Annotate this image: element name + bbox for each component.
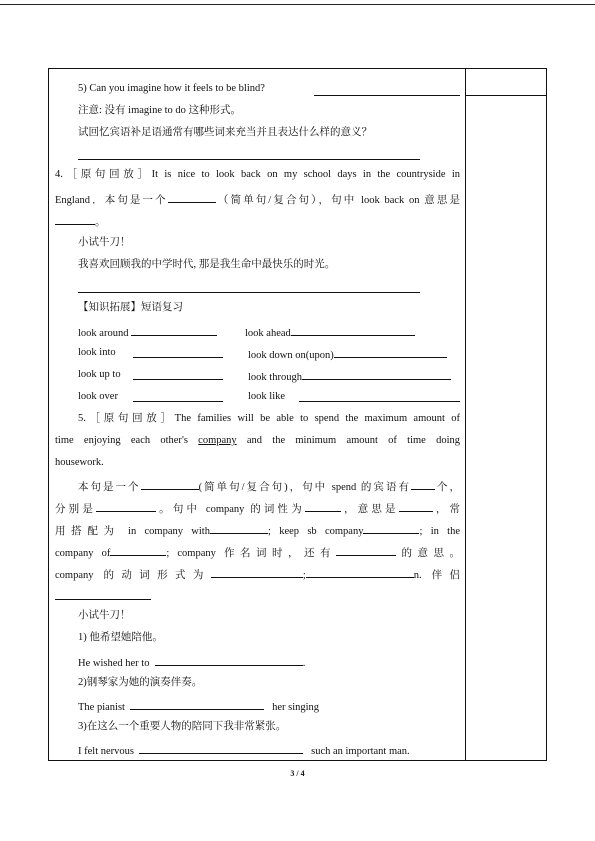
- item-4-line-3: 。: [55, 213, 106, 230]
- page-number: 3 / 4: [290, 769, 305, 778]
- item-5-line-3: housework.: [55, 457, 104, 468]
- practice-title-1: 小试牛刀！: [78, 237, 131, 248]
- analysis-line-1: 本句是一个 (简单句/复合句)，句中 spend 的宾语有 个，: [78, 478, 460, 495]
- phrase-look-into: look into: [78, 347, 116, 358]
- phrase-look-ahead: look ahead: [245, 324, 415, 341]
- analysis-line-5: company 的动词形式为 ; n. 伴侣: [55, 566, 460, 583]
- answer-line-look-up-to: [133, 379, 223, 380]
- answer-line-companion: [55, 599, 151, 600]
- recall-question: 试回忆宾语补足语通常有哪些词来充当并且表达什么样的意义？: [78, 127, 372, 138]
- translate-sentence-1: 我喜欢回顾我的中学时代, 那是我生命中最快乐的时光。: [78, 259, 336, 270]
- answer-line-translate-1: [78, 292, 420, 293]
- phrase-look-up-to: look up to: [78, 369, 121, 380]
- item-5-line-1: 5.［原句回放］The families will be able to spend the maximum amount of: [78, 413, 460, 424]
- item-4-line-1: 4.［原句回放］It is nice to look back on my school days in the countryside in: [55, 169, 460, 180]
- answer-line-recall: [78, 159, 420, 160]
- exercise-3-english: I felt nervous such an important man.: [78, 742, 410, 759]
- exercise-2-english: The pianist her singing: [78, 698, 319, 715]
- phrase-look-like: look like: [248, 391, 286, 402]
- side-cell-rule: [465, 95, 547, 96]
- table-column-divider: [465, 68, 466, 761]
- note-imagine: 注意: 没有 imagine to do 这种形式。: [78, 105, 242, 116]
- exercise-1-english: He wished her to .: [78, 654, 305, 671]
- answer-line-q5: [314, 95, 460, 96]
- phrase-look-through: look through: [248, 368, 451, 385]
- analysis-line-3: 用搭配为 in company with ; keep sb company ; in the: [55, 522, 460, 539]
- exercise-2-chinese: 2)钢琴家为她的演奏伴奏。: [78, 677, 203, 688]
- analysis-line-4: company of ; company 作名词时，还有 的意思。: [55, 544, 460, 561]
- answer-line-look-into: [133, 357, 223, 358]
- phrase-look-down-on: look down on(upon): [248, 346, 447, 363]
- answer-line-look-like: [299, 401, 460, 402]
- question-5-imagine: 5) Can you imagine how it feels to be blind?: [78, 83, 265, 94]
- answer-line-look-over: [133, 401, 223, 402]
- item-5-line-2: time enjoying each other's company and the minimum amount of time doing: [55, 435, 460, 446]
- phrase-look-over: look over: [78, 391, 118, 402]
- practice-title-2: 小试牛刀！: [78, 610, 131, 621]
- knowledge-title: 【知识拓展】短语复习: [78, 302, 183, 313]
- exercise-1-chinese: 1) 他希望她陪他。: [78, 632, 163, 643]
- analysis-line-2: 分别是 。句中 company 的词性为 ，意思是 ，常: [55, 500, 460, 517]
- exercise-3-chinese: 3)在这么一个重要人物的陪同下我非常紧张。: [78, 721, 287, 732]
- header-rule: [0, 4, 595, 5]
- phrase-look-around: look around: [78, 324, 217, 341]
- item-4-line-2: England．本句是一个 （简单句/复合句），句中 look back on 意思是: [55, 191, 460, 208]
